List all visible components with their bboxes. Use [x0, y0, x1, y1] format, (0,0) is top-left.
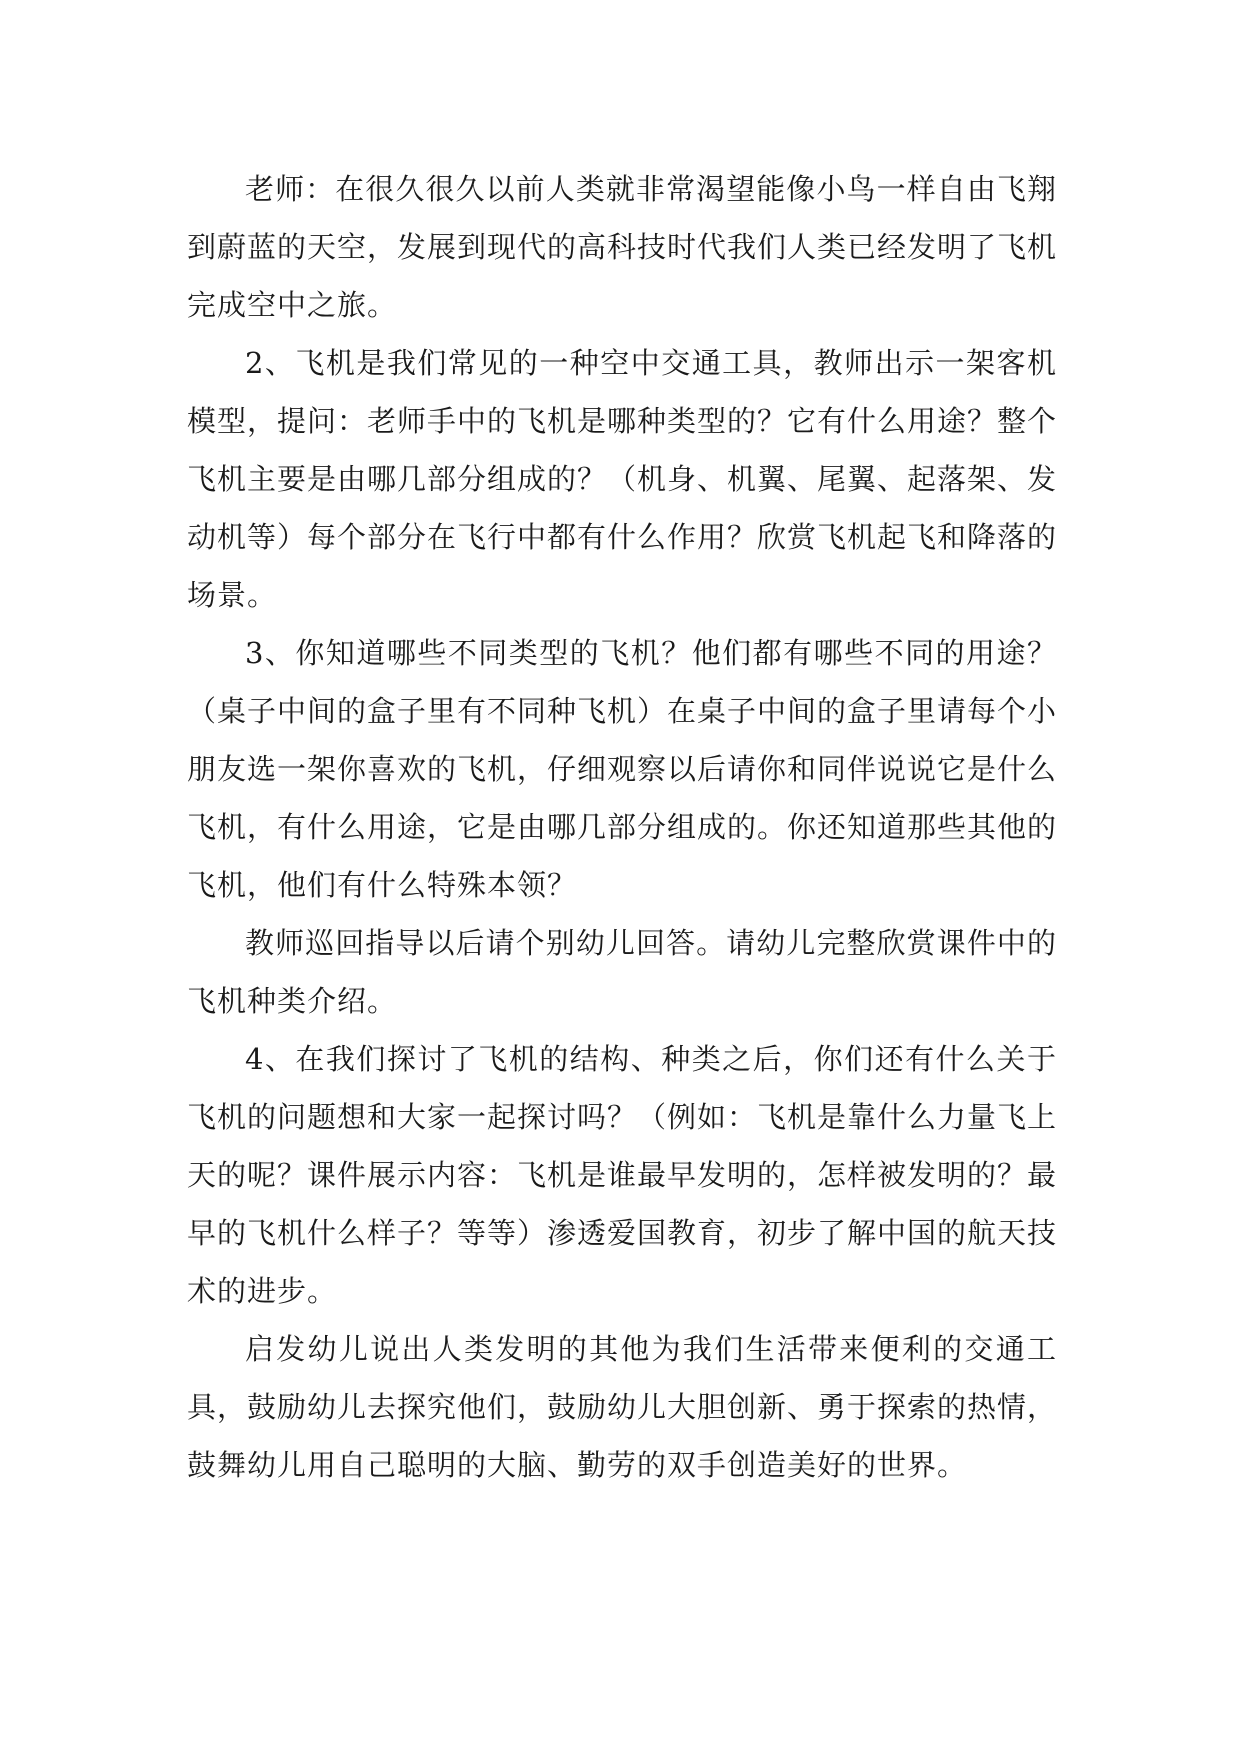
paragraph-conclusion: 启发幼儿说出人类发明的其他为我们生活带来便利的交通工具，鼓励幼儿去探究他们，鼓励幼儿大胆创新、勇于探索的热情，鼓舞幼儿用自己聪明的大脑、勤劳的双手创造美好的世界。 [187, 1332, 1058, 1482]
paragraph-step-3: 3、你知道哪些不同类型的飞机？他们都有哪些不同的用途？（桌子中间的盒子里有不同种飞机）在桌子中间的盒子里请每个小朋友选一架你喜欢的飞机，仔细观察以后请你和同伴说说它是什么飞机，有什么用途，它是由哪几部分组成的。你还知道那些其他的飞机，他们有什么特殊本领？ [187, 636, 1058, 902]
paragraph-teacher-intro: 老师：在很久很久以前人类就非常渴望能像小鸟一样自由飞翔到蔚蓝的天空，发展到现代的高科技时代我们人类已经发明了飞机完成空中之旅。 [187, 172, 1058, 322]
paragraph-step-2: 2、飞机是我们常见的一种空中交通工具，教师出示一架客机模型，提问：老师手中的飞机是哪种类型的？它有什么用途？整个飞机主要是由哪几部分组成的？（机身、机翼、尾翼、起落架、发动机等）每个部分在飞行中都有什么作用？欣赏飞机起飞和降落的场景。 [187, 346, 1058, 612]
paragraph-teacher-guidance: 教师巡回指导以后请个别幼儿回答。请幼儿完整欣赏课件中的飞机种类介绍。 [187, 926, 1057, 1018]
paragraph-step-4: 4、在我们探讨了飞机的结构、种类之后，你们还有什么关于飞机的问题想和大家一起探讨吗？（例如：飞机是靠什么力量飞上天的呢？课件展示内容：飞机是谁最早发明的，怎样被发明的？最早的飞机什么样子？等等）渗透爱国教育，初步了解中国的航天技术的进步。 [187, 1042, 1058, 1308]
document-body [187, 160, 1057, 1494]
